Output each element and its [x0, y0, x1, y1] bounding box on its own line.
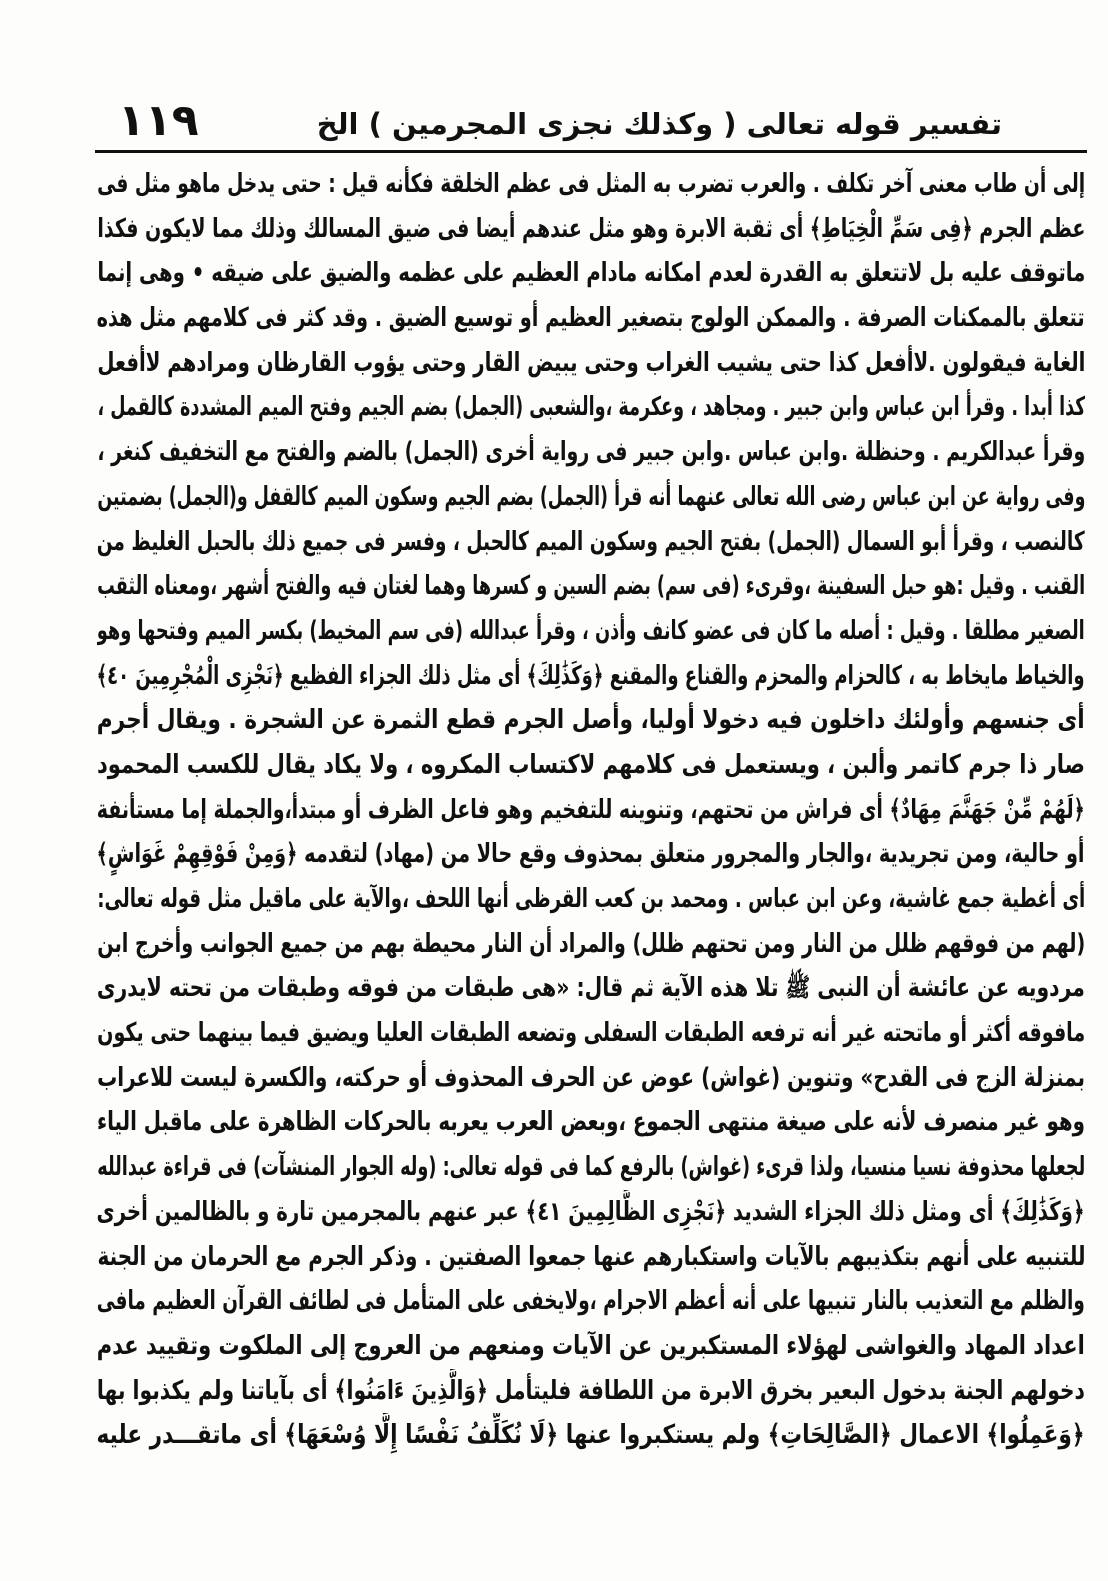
text-line-content: وفى رواية عن ابن عباس رضى الله تعالى عنهما أنه قرأ (الجمل) بضم الجيم وسكون الميم كالقفل و(الجمل) بضمتين	[97, 481, 1085, 512]
text-line	[97, 1279, 1085, 1324]
text-line-content: دخولهم الجنة بدخول البعير بخرق الابرة من اللطافة فليتأمل ﴿وَالَّذِينَ ءَامَنُوا﴾ أى بآياتنا ولم يكذبوا بها	[97, 1375, 1085, 1406]
text-line-content: ﴿لَهُمْ مِّنْ جَهَنَّمَ مِهَادٌ﴾ أى فراش من تحتهم، وتنوينه للتفخيم وهو فاعل الظرف أو مبتدأ،والجملة إما مستأنفة	[97, 794, 1085, 825]
text-line	[97, 1369, 1085, 1414]
text-line	[97, 1324, 1085, 1369]
text-line-content: مافوقه أكثر أو ماتحته غير أنه ترفعه الطبقات السفلى وتضعه الطبقات العليا ويضيق فيما بينهما حتى يكون	[97, 1018, 1085, 1049]
text-line	[97, 1011, 1085, 1056]
text-line	[97, 520, 1085, 565]
text-line	[97, 341, 1085, 386]
text-line	[97, 1145, 1085, 1190]
text-line	[97, 922, 1085, 967]
text-line	[97, 788, 1085, 833]
text-line	[97, 1190, 1085, 1235]
page-number: ١١٩	[118, 95, 199, 146]
text-line-content: أو حالية، ومن تجريدية ،والجار والمجرور متعلق بمحذوف وقع حالا من (مهاد) لتقدمه ﴿وَمِنْ فَوْقِهِمْ غَوَاشٍ﴾	[97, 839, 1085, 870]
text-line-content: لجعلها محذوفة نسيا منسيا، ولذا قرىء (غواش) بالرفع كما فى قوله تعالى: (وله الجوار المنشآت) فى قراءة عبدالله	[97, 1152, 1085, 1183]
text-line-content: كذا أبدا . وقرأ ابن عباس وابن جبير . ومجاهد ، وعكرمة ،والشعبى (الجمل) بضم الجيم وفتح الميم المشددة كالقمل ،	[97, 392, 1085, 423]
text-line-content: الصغير مطلقا . وقيل : أصله ما كان فى عضو كانف وأذن ، وقرأ عبدالله (فى سم المخيط) بكسر الميم وفتحها وهو	[97, 615, 1085, 646]
text-line	[97, 251, 1085, 296]
text-line-content: الغاية فيقولون .لاأفعل كذا حتى يشيب الغراب وحتى يبيض القار وحتى يؤوب القارظان ومرادهم لاأفعل	[97, 347, 1085, 378]
text-line	[97, 475, 1085, 520]
header-rule	[95, 150, 1087, 153]
text-line	[97, 564, 1085, 609]
text-line-content: أى أغطية جمع غاشية، وعن ابن عباس . ومحمد بن كعب القرظى أنها اللحف ،والآية على ماقيل مثل قوله تعالى:	[97, 884, 1085, 914]
text-line	[97, 1235, 1085, 1280]
text-line-content: والظلم مع التعذيب بالنار تنبيها على أنه أعظم الاجرام ،ولايخفى على المتأمل فى لطائف القرآن العظيم مافى	[97, 1286, 1085, 1317]
text-line-content: أى جنسهم وأولئك داخلون فيه دخولا أوليا، وأصل الجرم قطع الثمرة عن الشجرة . ويقال أجرم	[97, 705, 1085, 736]
text-line-content: صار ذا جرم كاتمر وألبن ، ويستعمل فى كلامهم لاكتساب المكروه ، ولا يكاد يقال للكسب المحمود	[97, 749, 1085, 780]
text-line-content: عظم الجرم ﴿فِى سَمِّ الْخِيَاطِ﴾ أى ثقبة الابرة وهو مثل عندهم أيضا فى ضيق المسالك وذلك مما لايكون فكذا	[97, 213, 1085, 244]
text-line-content: مردويه عن عائشة أن النبى ﷺ تلا هذه الآية ثم قال: «هى طبقات من فوقه وطبقات من تحته لايدرى	[97, 973, 1085, 1004]
text-line	[97, 430, 1085, 475]
text-line	[97, 966, 1085, 1011]
text-line-content: تتعلق بالممكنات الصرفة . والممكن الولوج بتصغير العظيم أو توسيع الضيق . وقد كثر فى كلامهم مثل هذه	[97, 303, 1085, 334]
text-line	[97, 743, 1085, 788]
text-line-content: اعداد المهاد والغواشى لهؤلاء المستكبرين عن الآيات ومنعهم من العروج إلى الملكوت وتقييد عدم	[97, 1330, 1085, 1361]
text-line-content: ﴿وَكَذَٰلِكَ﴾ أى ومثل ذلك الجزاء الشديد ﴿نَجْزِى الظَّالِمِينَ ٤١﴾ عبر عنهم بالمجرمين تارة و بالظالمين أخرى	[97, 1196, 1085, 1227]
text-line-content: كالنصب ، وقرأ أبو السمال (الجمل) بفتح الجيم وسكون الميم كالحبل ، وفسر فى جميع ذلك بالحبل الغليظ من	[97, 526, 1085, 557]
text-line	[97, 1413, 1085, 1458]
text-line	[97, 385, 1085, 430]
text-line-content: القنب . وقيل :هو حبل السفينة ،وقرىء (فى سم) بضم السين و كسرها وهما لغتان فيه والفتح أشهر ،ومعناه الثقب	[97, 571, 1085, 602]
text-line	[97, 832, 1085, 877]
text-line	[97, 698, 1085, 743]
text-line	[97, 296, 1085, 341]
text-line-content: ماتوقف عليه بل لاتتعلق به القدرة لعدم امكانه مادام العظيم على عظمه والضيق على ضيقه • وهى إنما	[97, 258, 1085, 289]
text-line-content: وقرأ عبدالكريم . وحنظلة .وابن عباس .وابن جبير فى رواية أخرى (الجمل) بالضم والفتح مع التخفيف كنغر ،	[97, 437, 1085, 468]
text-line-content: بمنزلة الزج فى القدح» وتنوين (غواش) عوض عن الحرف المحذوف أو حركته، والكسرة ليست للاعراب	[97, 1062, 1085, 1093]
text-line-content: للتنبيه على أنهم بتكذيبهم بالآيات واستكبارهم عنها جمعوا الصفتين . وذكر الجرم مع الحرمان من الجنة	[97, 1241, 1085, 1272]
text-line-content: (لهم من فوقهم ظلل من النار ومن تحتهم ظلل) والمراد أن النار محيطة بهم من جميع الجوانب وأخرج ابن	[97, 928, 1085, 959]
text-line	[97, 654, 1085, 699]
text-line	[97, 207, 1085, 252]
text-line-content: والخياط مايخاط به ، كالحزام والمحزم والقناع والمقنع ﴿وَكَذَٰلِكَ﴾ أى مثل ذلك الجزاء الفظيع ﴿نَجْزِى الْمُجْرِمِينَ ٤٠﴾	[97, 660, 1085, 691]
running-header-title: تفسير قوله تعالى ( وكذلك نجزى المجرمين ) الخ	[316, 107, 1002, 141]
text-line	[97, 162, 1085, 207]
text-line-content: ﴿وَعَمِلُوا﴾ الاعمال ﴿الصَّالِحَاتِ﴾ ولم يستكبروا عنها ﴿لَا نُكَلِّفُ نَفْسًا إِلَّا وُسْعَهَا﴾ أى ماتقـــدر عليه	[97, 1420, 1085, 1451]
text-line-content: إلى أن طاب معنى آخر تكلف . والعرب تضرب به المثل فى عظم الخلقة فكأنه قيل : حتى يدخل ماهو مثل فى	[97, 169, 1085, 199]
text-line	[97, 1100, 1085, 1145]
text-line	[97, 609, 1085, 654]
text-line	[97, 1056, 1085, 1101]
text-line-content: وهو غير منصرف لأنه على صيغة منتهى الجموع ،وبعض العرب يعربه بالحركات الظاهرة على ماقبل الياء	[97, 1107, 1085, 1138]
text-line	[97, 877, 1085, 922]
text-body	[97, 162, 1085, 1458]
